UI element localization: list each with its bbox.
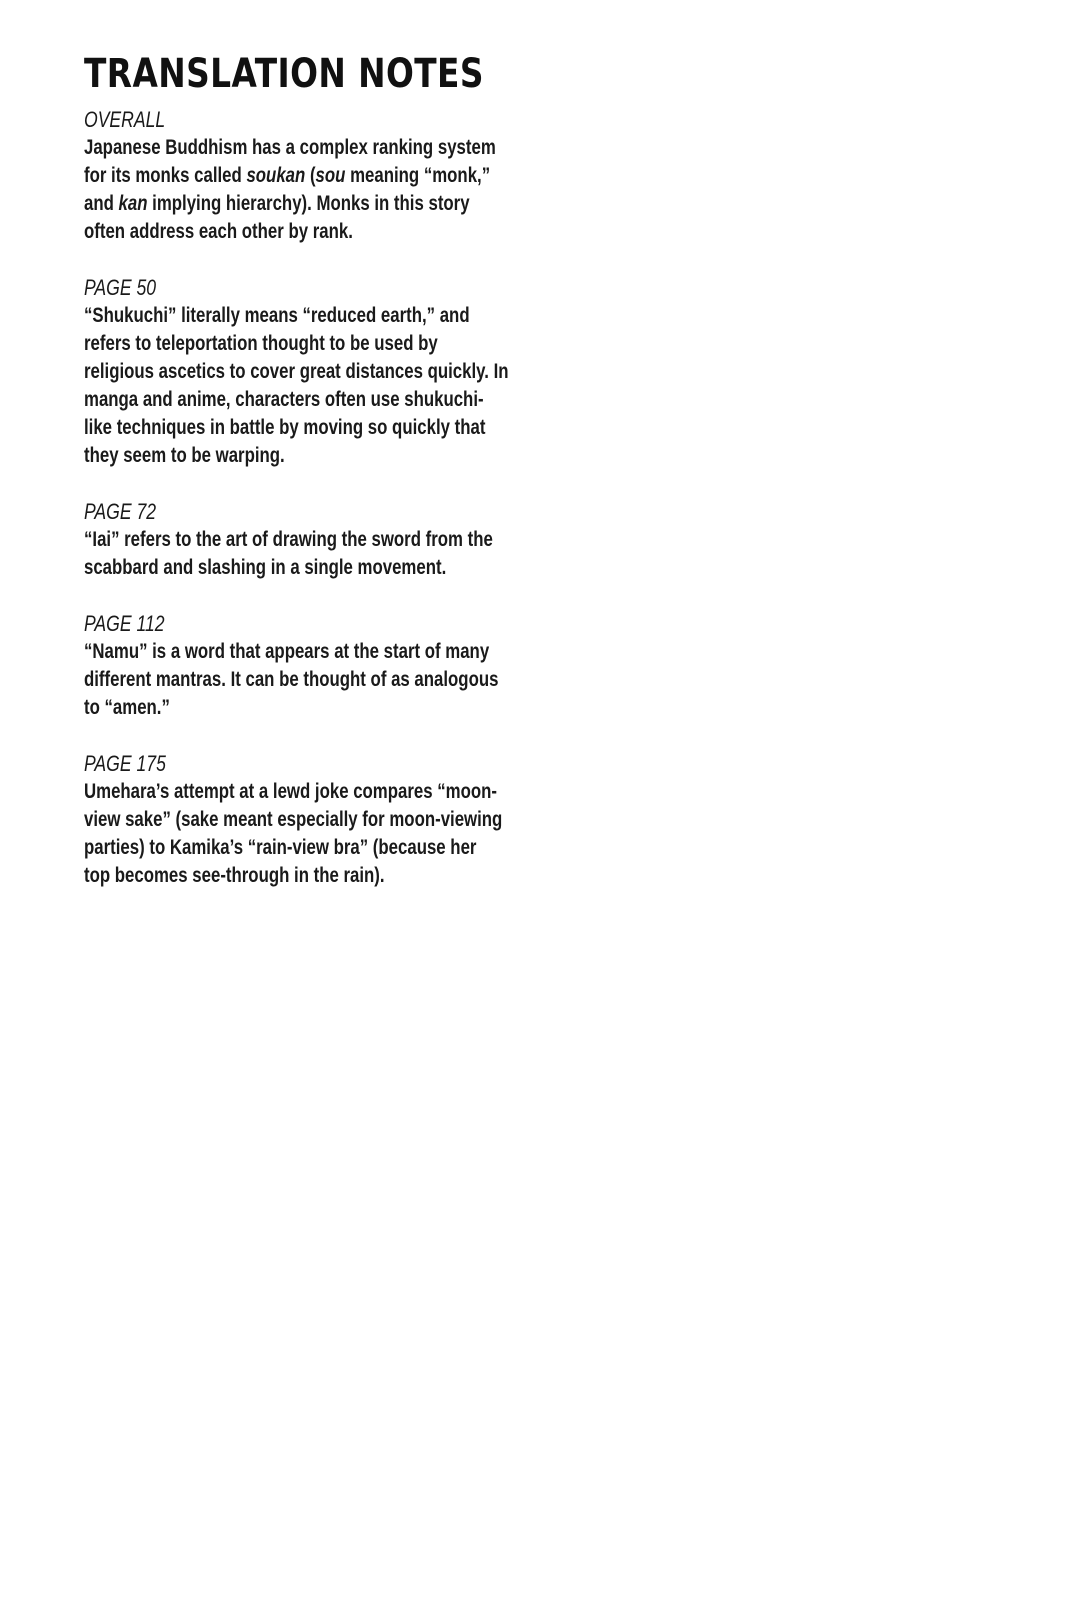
note-heading: PAGE 50 — [84, 275, 157, 300]
note-line — [84, 694, 436, 722]
note-text: Japanese Buddhism has a complex ranking system — [84, 136, 496, 159]
note-text: meaning “monk,” — [345, 164, 491, 187]
note-text: they seem to be warping. — [84, 444, 285, 467]
translation-notes-page — [84, 44, 524, 918]
note-section — [84, 498, 524, 582]
note-text: to “amen.” — [84, 696, 170, 719]
note-line — [84, 806, 503, 834]
note-section — [84, 274, 524, 470]
note-body — [84, 302, 524, 470]
note-heading: PAGE 175 — [84, 751, 166, 776]
note-text: scabbard and slashing in a single movement. — [84, 556, 447, 579]
note-text: “Iai” refers to the art of drawing the sword from the — [84, 528, 493, 551]
note-italic-term: soukan — [246, 164, 306, 187]
note-section — [84, 610, 524, 722]
note-line — [84, 134, 496, 162]
note-section — [84, 750, 524, 890]
note-line — [84, 526, 493, 554]
note-body — [84, 638, 524, 722]
note-italic-term: kan — [118, 192, 148, 215]
note-heading: PAGE 72 — [84, 499, 157, 524]
note-line — [84, 386, 484, 414]
notes-list — [84, 106, 524, 890]
note-line — [84, 302, 470, 330]
note-line — [84, 190, 470, 218]
note-text: ( — [305, 164, 316, 187]
note-body — [84, 778, 524, 890]
note-line — [84, 162, 491, 190]
note-text: different mantras. It can be thought of as analogous — [84, 668, 499, 691]
note-line — [84, 638, 490, 666]
note-text: “Shukuchi” literally means “reduced earth,” and — [84, 304, 470, 327]
note-line — [84, 442, 436, 470]
note-heading: PAGE 112 — [84, 611, 165, 636]
note-text: and — [84, 192, 119, 215]
note-line — [84, 862, 436, 890]
note-section — [84, 106, 524, 246]
page-title: TRANSLATION NOTES — [84, 51, 484, 97]
note-line — [84, 414, 486, 442]
note-text: manga and anime, characters often use shukuchi- — [84, 388, 484, 411]
note-text: view sake” (sake meant especially for moon-viewing — [84, 808, 503, 831]
note-text: for its monks called — [84, 164, 247, 187]
note-text: top becomes see-through in the rain). — [84, 864, 385, 887]
note-line — [84, 666, 499, 694]
note-body — [84, 134, 524, 246]
note-text: parties) to Kamika’s “rain-view bra” (because her — [84, 836, 477, 859]
note-line — [84, 218, 436, 246]
note-text: Umehara’s attempt at a lewd joke compares “moon- — [84, 780, 497, 803]
note-line — [84, 358, 509, 386]
note-text: “Namu” is a word that appears at the start of many — [84, 640, 490, 663]
note-line — [84, 330, 436, 358]
note-heading: OVERALL — [84, 107, 166, 132]
note-text: religious ascetics to cover great distances quickly. In — [84, 360, 509, 383]
note-italic-term: sou — [315, 164, 346, 187]
note-text: implying hierarchy). Monks in this story — [147, 192, 470, 215]
note-text: refers to teleportation thought to be used by — [84, 332, 438, 355]
note-line — [84, 834, 477, 862]
note-text: like techniques in battle by moving so quickly that — [84, 416, 486, 439]
note-body — [84, 526, 524, 582]
note-line — [84, 554, 447, 582]
note-text: often address each other by rank. — [84, 220, 353, 243]
note-line — [84, 778, 497, 806]
